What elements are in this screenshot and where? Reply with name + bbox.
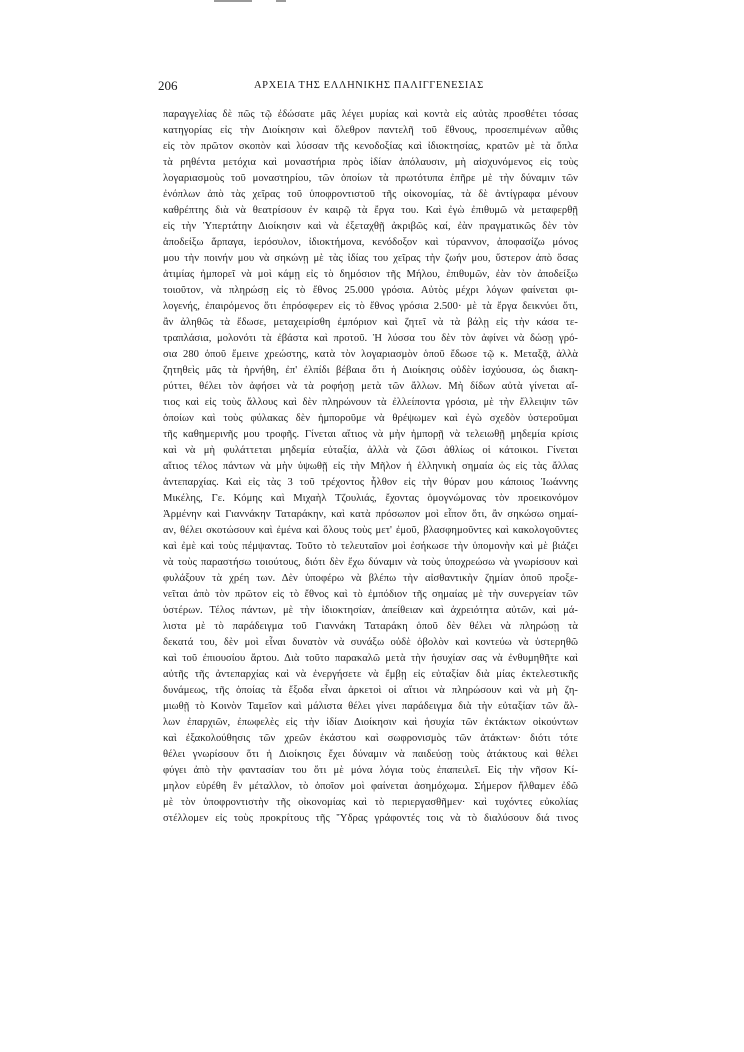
text-line: ρύττει, θέλει τὸν ἀφήσει νὰ τὰ ροφήσῃ μετὰ τῶν ἄλλων. Μὴ δίδων αὐτὰ γίνεται αἴ- [163,381,578,392]
text-line: καὶ τοῦ ἐπιουσίου ἄρτου. Διὰ τοῦτο παρακαλῶ μετὰ τὴν ἡσυχίαν σας νὰ ἐνθυμηθῆτε καὶ [163,653,578,664]
text-line: κατηγορίας εἰς τὴν Διοίκησιν καὶ ὄλεθρον παντελῆ τοῦ ἔθνους, προσεπιμένων αὖθις [163,125,578,136]
text-line: ὑστέρων. Τέλος πάντων, μὲ τὴν ἰδιοκτησίαν, ἀπείθειαν καὶ ἀχρειότητα αὐτῶν, καὶ μά- [163,605,578,616]
text-line: Μικέλης, Γε. Κόμης καὶ Μιχαὴλ Τζουλιάς, ἔχοντας ὁμογνώμονας τὸν προεικονόμον [163,493,578,504]
text-line: ὁποίων καὶ τοὺς φύλακας δὲν ἠμποροῦμε νὰ θρέψωμεν καὶ ἐγὼ σχεδὸν ὑστεροῦμαι [163,413,578,424]
text-line: αν, θέλει σκοτώσουν καὶ ἐμένα καὶ ὅλους τοὺς μετ' ἐμοῦ, βλασφημοῦντες καὶ κακολογοῦντες [163,525,578,536]
text-line: λων ἐπαρχιῶν, ἐπωφελὲς εἰς τὴν ἰδίαν Διοίκησιν καὶ ἡσυχία τῶν ἐκτάκτων οἰκούντων [163,717,578,728]
text-line: καὶ νὰ μὴ φυλάττεται μηδεμία εὐταξία, ἀλλὰ νὰ ζῶσι ἀθλίως οἱ κάτοικοι. Γίνεται [163,445,578,456]
body-text [163,107,578,947]
text-line: ζητηθεὶς μᾶς τὰ ἠρνήθη, ἐπ' ἐλπίδι βέβαια ὅτι ἡ Διοίκησις οὐδὲν ἰσχύουσα, ὡς διακη- [163,365,578,376]
text-line: μιωθῇ τὸ Κοινὸν Ταμεῖον καὶ μάλιστα θέλει γίνει παράδειγμα διὰ τὴν εὐταξίαν τῶν ἄλ- [163,701,578,712]
text-line: νεῖται ἀπὸ τὸν πρῶτον εἰς τὸ ἔθνος καὶ τὸ ἐμπόδιον τῆς σημαίας μὲ τὴν συνεργείαν τῶν [163,589,578,600]
text-line: στέλλομεν εἰς τοὺς προκρίτους τῆς Ὕδρας γράφοντές τοις νὰ τὸ διαλύσουν διά τινος [163,813,578,824]
text-line: καὶ ἐξακολούθησις τῶν χρεῶν ἑκάστου καὶ σωφρονισμὸς τῶν ἀτάκτων· διότι τότε [163,733,578,744]
text-line: ἐνόπλων ἀπὸ τὰς χεῖρας τοῦ ὑποφροντιστοῦ τῆς οἰκονομίας, τὰ δὲ ἀντίγραφα μένουν [163,189,578,200]
page-number: 206 [158,78,178,93]
text-line: τοιοῦτον, νὰ πληρώσῃ εἰς τὸ ἔθνος 25.000 γρόσια. Αὐτὸς μέχρι λόγων φαίνεται φι- [163,285,578,296]
text-line: δυνάμεως, τῆς ὁποίας τὰ ἔξοδα εἶναι ἀρκετοὶ οἱ αἴτιοι νὰ πληρώσουν καὶ νὰ μὴ ζη- [163,685,578,696]
text-line: Ἀρμένην καὶ Γιαννάκην Ταταράκην, καὶ κατὰ πρόσωπον μοὶ εἶπον ὅτι, ἂν σηκώσω σημαί- [163,509,578,520]
text-line: εἰς τὴν Ὑπερτάτην Διοίκησιν καὶ νὰ ἐξεταχθῇ ἀκριβῶς καί, ἐὰν πραγματικῶς δὲν τὸν [163,221,578,232]
text-line [163,827,578,843]
text-line: δεκατά του, δὲν μοὶ εἶναι δυνατὸν νὰ συνάξω οὐδὲ ὀβολὸν καὶ κοντεύω νὰ ὑστερηθῶ [163,637,578,648]
text-line: αἴτιος τέλος πάντων νὰ μὴν ὑψωθῇ εἰς τὴν Μῆλον ἡ ἑλληνικὴ σημαία ὡς εἰς τὰς ἄλλας [163,461,578,472]
text-line: φυλάξουν τὰ χρέη των. Δὲν ὑποφέρω νὰ βλέπω τὴν αἰσθαντικὴν ζημίαν ὁποῦ προξε- [163,573,578,584]
text-line: τῆς καθημερινῆς μου τροφῆς. Γίνεται αἴτιος νὰ μὴν ἠμπορῇ νὰ τελειωθῇ μηδεμία κρίσις [163,429,578,440]
text-line: τιος καὶ εἰς τοὺς ἄλλους καὶ δὲν πληρώνουν τὰ ἐλλείποντα γρόσια, μὲ τὴν ἔλλειψιν τῶν [163,397,578,408]
scan-edge-marks [214,0,334,4]
text-line: σια 280 ὁποῦ ἔμεινε χρεώστης, κατὰ τὸν λογαριασμὸν ὁποῦ ἔδωσε τῷ κ. Μεταξᾷ, ἀλλὰ [163,349,578,360]
text-line: ἂν ἀληθῶς τὰ ἔδωσε, μεταχειρίσθη ἐμπόριον καὶ ζητεῖ νὰ τὰ βάλῃ εἰς τὴν κάσα τε- [163,317,578,328]
text-line: παραγγελίας δὲ πῶς τῷ ἐδώσατε μᾶς λέγει μυρίας καὶ κοντὰ εἰς αὐτὰς προσθέτει τόσας [163,109,578,120]
text-line: μου τὴν ποινήν μου νὰ σηκώνῃ μὲ τὰς ἰδίας του χεῖρας τὴν ζωήν μου, ὕστερον ἀπὸ ὅσας [163,253,578,264]
page-header [158,78,578,94]
text-line: τραπλάσια, μολονότι τὰ ἐβάστα καὶ προτοῦ. Ἡ λύσσα του δὲν τὸν ἀφίνει νὰ δώσῃ γρό- [163,333,578,344]
text-line: τὰ ρηθέντα μετόχια καὶ μοναστήρια πρὸς ἰδίαν ἀπόλαυσιν, μὴ αἰσχυνόμενος εἰς τοὺς [163,157,578,168]
text-line: ἀντεπαρχίας. Καὶ εἰς τὰς 3 τοῦ τρέχοντος ἦλθον εἰς τὴν θύραν μου κάποιος Ἰωάννης [163,477,578,488]
text-line: ἀποδείξω ἅρπαγα, ἱερόσυλον, ἰδιοκτήμονα, κενόδοξον καὶ τύραννον, ἀποφασίζω μόνος [163,237,578,248]
text-line: εἰς τὸν πρῶτον σκοπὸν καὶ λύσσαν τῆς κενοδοξίας καὶ ἰδιοκτησίας, κρατῶν μὲ τὰ ὅπλα [163,141,578,152]
text-line: θέλει γνωρίσουν ὅτι ἡ Διοίκησις ἔχει δύναμιν νὰ παιδεύσῃ τοὺς ἀτάκτους καὶ θέλει [163,749,578,760]
text-line: αὐτῆς τῆς ἀντεπαρχίας καὶ νὰ ἐνεργήσετε νὰ ἔμβῃ εἰς εὐταξίαν διὰ μίας ἐκτελεστικῆς [163,669,578,680]
text-line: μηλον εὑρέθη ἓν μέταλλον, τὸ ὁποῖον μοὶ φαίνεται ἀσημόχωμα. Σήμερον ἤλθαμεν ἐδῶ [163,781,578,792]
text-line: καθρέπτης διὰ νὰ θεατρίσουν ἐν καιρῷ τὰ ἔργα του. Καὶ ἐγὼ ἐπιθυμῶ νὰ μεταφερθῇ [163,205,578,216]
text-line: λογαριασμοὺς τοῦ μοναστηρίου, τῶν ὁποίων τὰ πρωτότυπα ἐπῆρε μὲ τὴν δύναμιν τῶν [163,173,578,184]
text-line: ἀτιμίας ἠμπορεῖ νὰ μοὶ κάμῃ εἰς τὸ δημόσιον τῆς Μήλου, ἐπιθυμῶν, ἐὰν τὸν ἀποδείξω [163,269,578,280]
text-line: λογενής, ἐπαιρόμενος ὅτι ἐπρόσφερεν εἰς τὸ ἔθνος γρόσια 2.500· μὲ τὰ ἔργα δεικνύει ὅτι, [163,301,578,312]
text-line: φύγει ἀπὸ τὴν φαντασίαν του ὅτι μὲ μόνα λόγια τοὺς ἐπαπειλεῖ. Εἰς τὴν νῆσον Κί- [163,765,578,776]
text-line: λιστα μὲ τὸ παράδειγμα τοῦ Γιαννάκη Ταταράκη ὁποῦ δὲν θέλει νὰ πληρώσῃ τὰ [163,621,578,632]
text-line: μὲ τὸν ὑποφροντιστὴν τῆς οἰκονομίας καὶ τὸ περιεργασθῆμεν· καὶ τυχόντες εὐκολίας [163,797,578,808]
running-title: ΑΡΧΕΙΑ ΤΗΣ ΕΛΛΗΝΙΚΗΣ ΠΑΛΙΓΓΕΝΕΣΙΑΣ [254,80,484,91]
text-line: νὰ τοὺς παραστήσω τοιούτους, διότι δὲν ἔχω δύναμιν νὰ τοὺς ὑποχρεώσω νὰ γνωρίσουν καὶ [163,557,578,568]
text-line: καὶ ἐμὲ καὶ τοὺς πέμψαντας. Τοῦτο τὸ τελευταῖον μοὶ ἐσήκωσε τὴν ὑπομονὴν καὶ μὲ βιάζει [163,541,578,552]
